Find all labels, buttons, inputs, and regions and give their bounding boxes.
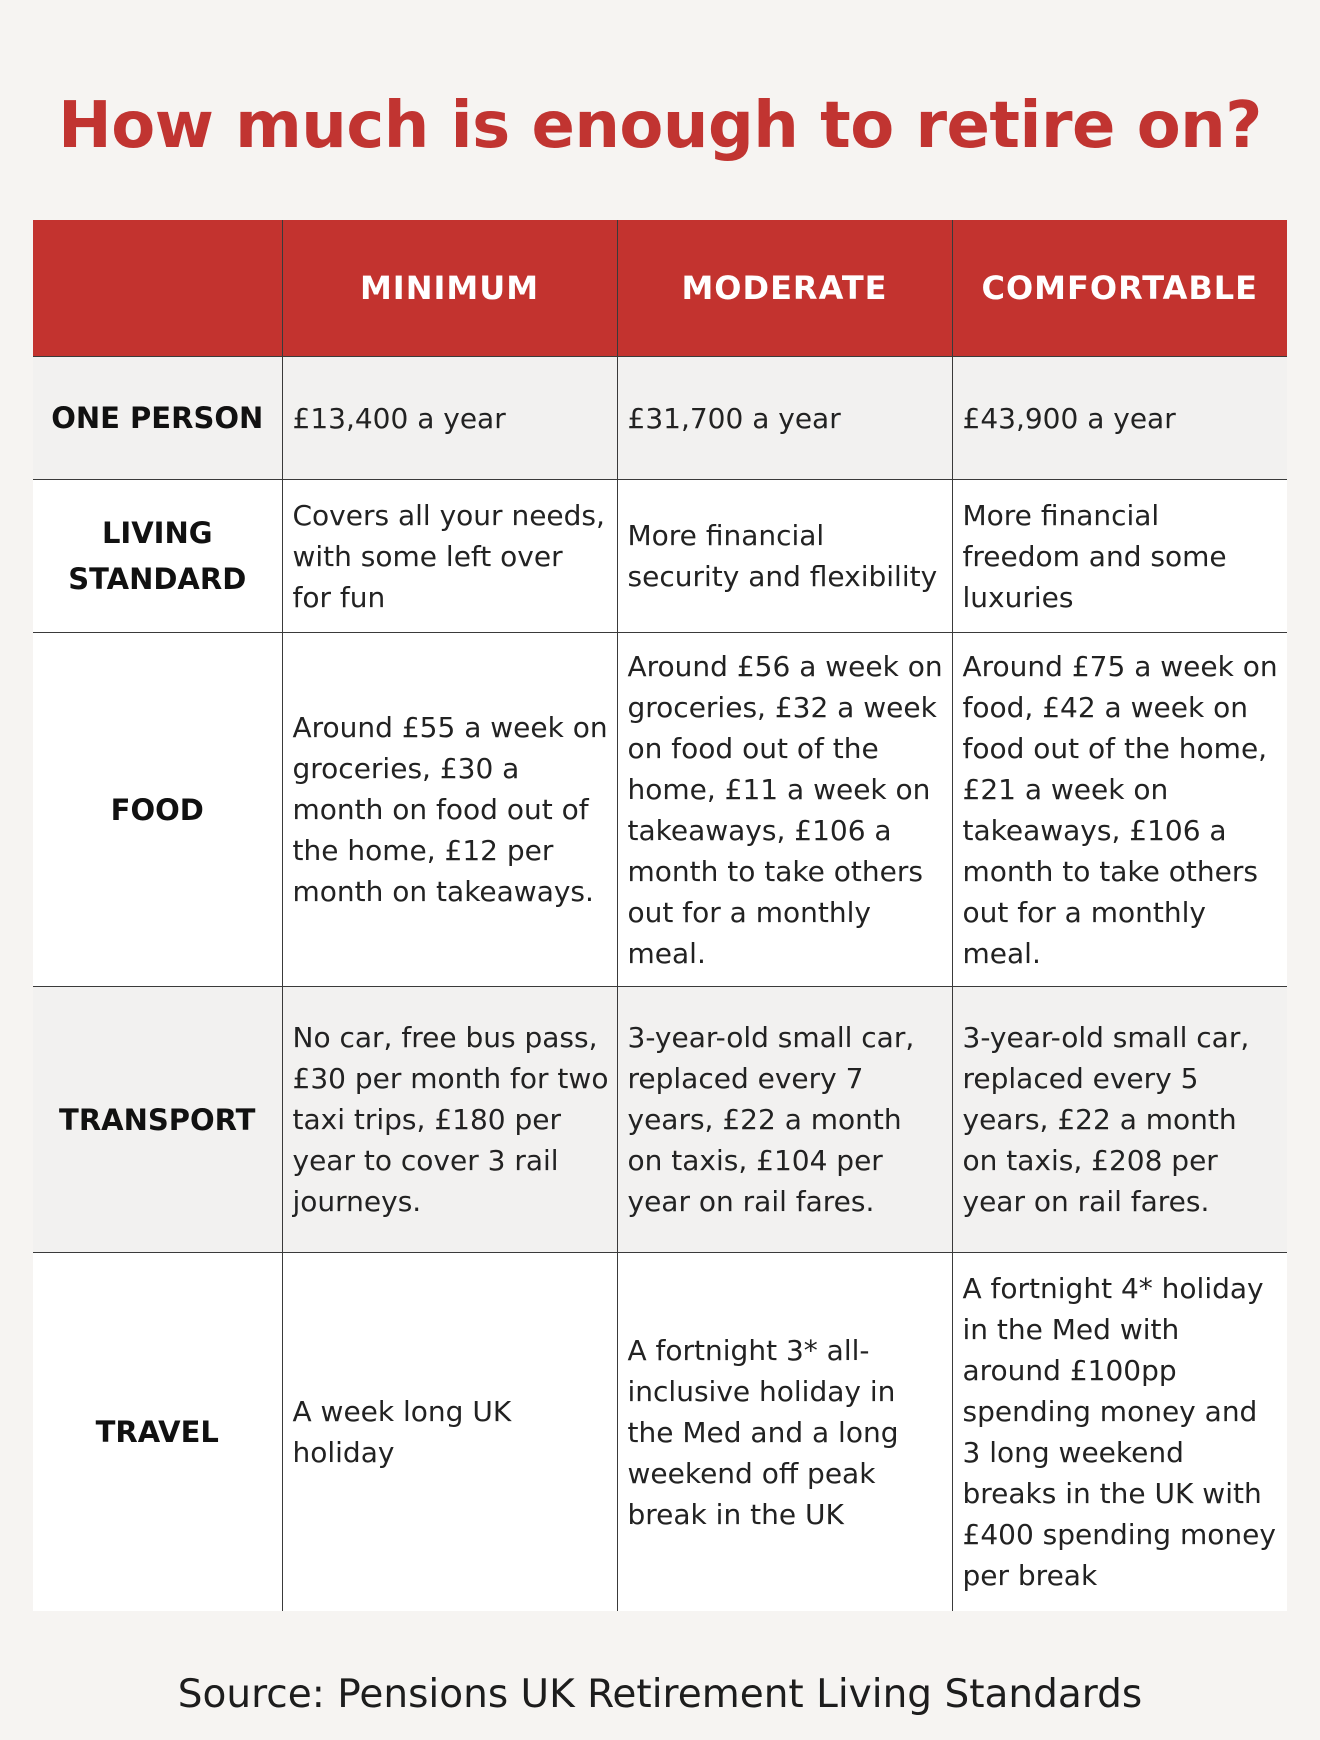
- cell-living-standard-comfortable: More financial freedom and some luxuries: [952, 480, 1287, 633]
- cell-travel-moderate: A fortnight 3* all-inclusive holiday in the Med and a long weekend off peak break in the UK: [617, 1253, 952, 1612]
- table-row-living-standard: [33, 480, 1287, 633]
- retirement-standards-table: [33, 220, 1287, 1611]
- cell-transport-comfortable: 3-year-old small car, replaced every 5 years, £22 a month on taxis, £208 per year on rail fares.: [952, 987, 1287, 1253]
- header-minimum: MINIMUM: [282, 220, 617, 357]
- cell-travel-minimum: A week long UK holiday: [282, 1253, 617, 1612]
- cell-food-minimum: Around £55 a week on groceries, £30 a month on food out of the home, £12 per month on takeaways.: [282, 633, 617, 987]
- header-moderate: MODERATE: [617, 220, 952, 357]
- cell-travel-comfortable: A fortnight 4* holiday in the Med with around £100pp spending money and 3 long weekend breaks in the UK with £400 spending money per break: [952, 1253, 1287, 1612]
- cell-one-person-minimum: £13,400 a year: [282, 357, 617, 480]
- table-header-row: [33, 220, 1287, 357]
- header-corner: [33, 220, 282, 357]
- row-label-living-standard: LIVING STANDARD: [33, 480, 282, 633]
- page-title: How much is enough to retire on?: [58, 89, 1262, 163]
- cell-living-standard-moderate: More financial security and flexibility: [617, 480, 952, 633]
- table-row-food: [33, 633, 1287, 987]
- row-label-travel: TRAVEL: [33, 1253, 282, 1612]
- row-label-transport: TRANSPORT: [33, 987, 282, 1253]
- cell-food-comfortable: Around £75 a week on food, £42 a week on food out of the home, £21 a week on takeaways, £106 a month to take others out for a monthly meal.: [952, 633, 1287, 987]
- cell-one-person-comfortable: £43,900 a year: [952, 357, 1287, 480]
- table-row-one-person: [33, 357, 1287, 480]
- cell-food-moderate: Around £56 a week on groceries, £32 a week on food out of the home, £11 a week on takeaways, £106 a month to take others out for a monthly meal.: [617, 633, 952, 987]
- row-label-one-person: ONE PERSON: [33, 357, 282, 480]
- cell-transport-moderate: 3-year-old small car, replaced every 7 years, £22 a month on taxis, £104 per year on rail fares.: [617, 987, 952, 1253]
- cell-transport-minimum: No car, free bus pass, £30 per month for two taxi trips, £180 per year to cover 3 rail journeys.: [282, 987, 617, 1253]
- row-label-food: FOOD: [33, 633, 282, 987]
- header-comfortable: COMFORTABLE: [952, 220, 1287, 357]
- cell-living-standard-minimum: Covers all your needs, with some left over for fun: [282, 480, 617, 633]
- table-row-travel: [33, 1253, 1287, 1612]
- cell-one-person-moderate: £31,700 a year: [617, 357, 952, 480]
- source-caption: Source: Pensions UK Retirement Living Standards: [177, 1672, 1143, 1717]
- table-row-transport: [33, 987, 1287, 1253]
